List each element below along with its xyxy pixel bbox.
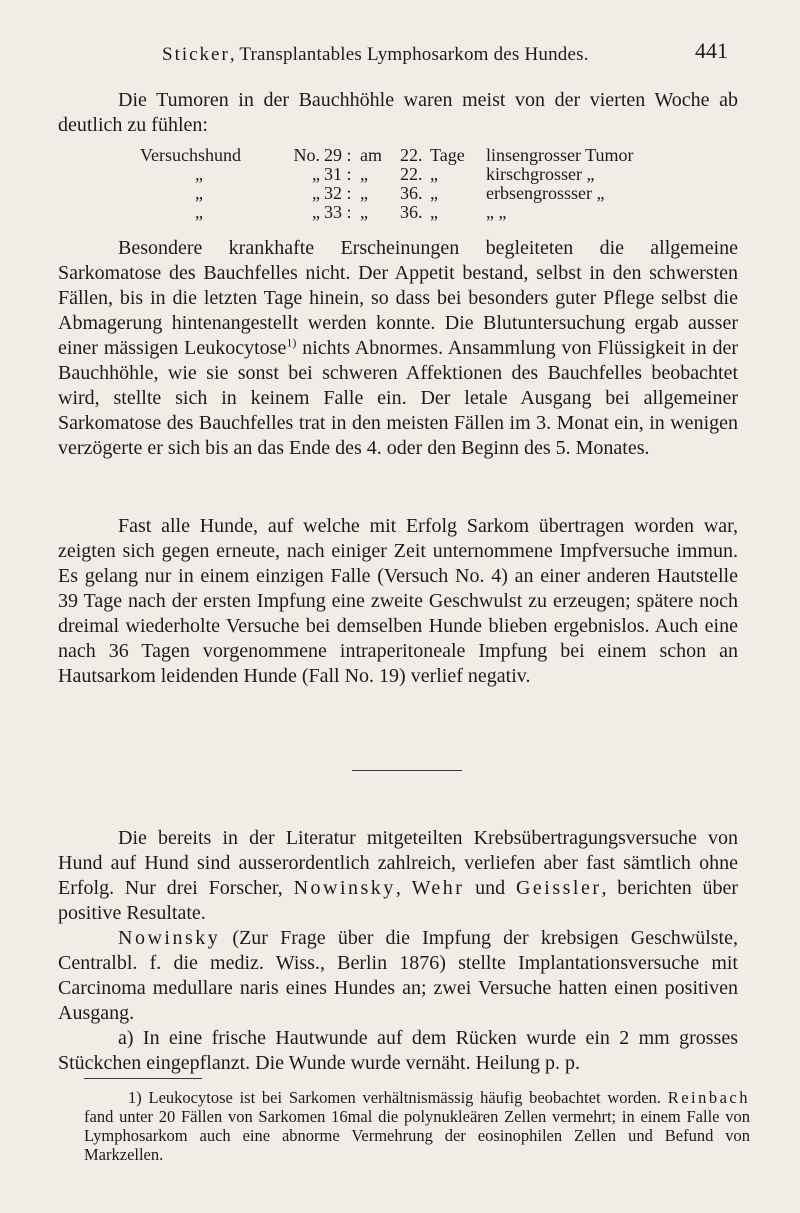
footnote-text: Leukocytose ist bei Sarkomen verhältnismässig häufig beobachtet worden. — [141, 1088, 668, 1107]
dog-tumor-table — [140, 146, 660, 222]
dog-label: „ — [195, 164, 203, 184]
paragraph-literature — [58, 826, 738, 926]
author-name: Wehr — [411, 877, 465, 899]
dog-am: „ — [360, 202, 368, 222]
paragraph-text: (Zur Frage über die Impfung der krebsigen Geschwülste, Centralbl. f. die mediz. Wiss., Berlin 1876) stellte Implantationsversuche mit Carcinoma medullare naris eines Hundes an; zwei Versuche hatten einen positiven Ausgang. — [58, 927, 738, 1024]
dog-finding: erbsengrossser „ — [486, 183, 605, 203]
dog-tage: „ — [430, 202, 438, 222]
dog-no: „ — [312, 183, 320, 203]
paragraph-nowinsky — [58, 926, 738, 1026]
dog-finding: „ „ — [486, 202, 507, 222]
dog-am: am — [360, 145, 382, 165]
dog-label: Versuchshund — [140, 145, 241, 165]
dog-day: 36. — [400, 202, 423, 222]
author-name: Geissler — [515, 877, 602, 899]
paragraph-experiment-a: a) In eine frische Hautwunde auf dem Rücken wurde ein 2 mm grosses Stückchen eingepflanzt. Die Wunde wurde vernäht. Heilung p. p. — [58, 1027, 738, 1074]
running-head — [162, 44, 589, 66]
paragraph-complications — [58, 236, 738, 461]
dog-day: 22. — [400, 164, 423, 184]
table-row — [140, 165, 660, 184]
dog-number: 29 : — [324, 145, 352, 165]
page-number: 441 — [695, 38, 728, 63]
dog-number: 31 : — [324, 164, 352, 184]
dog-day: 36. — [400, 183, 423, 203]
dog-label: „ — [195, 202, 203, 222]
footnote-divider — [84, 1078, 202, 1079]
footnote — [84, 1088, 750, 1164]
running-head-author: Sticker — [162, 44, 230, 65]
dog-finding: kirschgrosser „ — [486, 164, 595, 184]
paragraph-text: , — [395, 877, 412, 899]
table-row — [140, 203, 660, 222]
literature-section — [58, 826, 738, 1076]
dog-number: 32 : — [324, 183, 352, 203]
running-head-title: , Transplantables Lymphosarkom des Hundes. — [229, 44, 589, 65]
footnote-marker: 1) — [128, 1088, 142, 1107]
dog-finding: linsengrosser Tumor — [486, 145, 634, 165]
page-header — [162, 38, 728, 72]
dog-day: 22. — [400, 145, 423, 165]
dog-no: No. — [293, 145, 320, 165]
dog-number: 33 : — [324, 202, 352, 222]
table-row — [140, 146, 660, 165]
intro-block — [58, 88, 738, 138]
dog-tage: „ — [430, 183, 438, 203]
footnote-reference: 1) — [286, 335, 297, 350]
author-name: Reinbach — [667, 1088, 750, 1107]
dog-am: „ — [360, 183, 368, 203]
dog-label: „ — [195, 183, 203, 203]
dog-no: „ — [312, 164, 320, 184]
dog-am: „ — [360, 164, 368, 184]
author-name: Nowinsky — [293, 877, 396, 899]
paragraph-text: und — [464, 877, 516, 899]
paragraph-text: nichts Abnormes. Ansammlung von Flüssigkeit in der Bauchhöhle, wie sie sonst bei schweren Affektionen des Bauchfelles beobachtet wird, stellte sich in keinem Falle ein. Der letale Ausgang bei allgemeiner Sarkomatose des Bauchfelles trat in den meisten Fällen im 3. Monat ein, in wenigen verzögerte er sich bis an das Ende des 4. oder den Beginn des 5. Monates. — [58, 337, 739, 459]
dog-tage: Tage — [430, 145, 465, 165]
paragraph-text: Besondere krankhafte Erscheinungen begleiteten die allgemeine Sarkomatose des Bauchfelles nicht. Der Appetit bestand, selbst in den schwersten Fällen, bis in die letzten Tage hinein, so dass bei besonders guter Pflege selbst die Abmagerung hintenangestellt werden konnte. Die Blutuntersuchung ergab ausser einer mässigen Leukocytose — [58, 237, 738, 359]
author-name: Nowinsky — [118, 927, 221, 949]
paragraph-immunity — [58, 514, 738, 689]
intro-paragraph: Die Tumoren in der Bauchhöhle waren meist von der vierten Woche ab deutlich zu fühlen: — [58, 89, 738, 136]
footnote-text: fand unter 20 Fällen von Sarkomen 16mal die polynukleären Zellen vermehrt; in einem Falle von Lymphosarkom auch eine abnorme Vermehrung der eosinophilen Zellen und Befund von Markzellen. — [84, 1107, 750, 1164]
dog-no: „ — [312, 202, 320, 222]
table-row — [140, 184, 660, 203]
paragraph: Fast alle Hunde, auf welche mit Erfolg Sarkom übertragen worden war, zeigten sich gegen erneute, nach einiger Zeit unternommene Impfversuche immun. Es gelang nur in einem einzigen Falle (Versuch No. 4) an einer anderen Hautstelle 39 Tage nach der ersten Impfung eine zweite Geschwulst zu erzeugen; spätere noch dreimal wiederholte Versuche bei demselben Hunde blieben ergebnislos. Auch eine nach 36 Tagen vorgenommene intraperitoneale Impfung bei einem schon an Hautsarkom leidenden Hunde (Fall No. 19) verlief negativ. — [58, 515, 738, 687]
paragraph-text: , berichten über positive Resultate. — [58, 877, 739, 924]
dog-tage: „ — [430, 164, 438, 184]
paragraph — [58, 236, 738, 461]
paragraph-text: Die bereits in der Literatur mitgeteilten Krebsübertragungsversuche von Hund auf Hund sind ausserordentlich zahlreich, verliefen aber fast sämtlich ohne Erfolg. Nur drei Forscher, — [58, 827, 738, 899]
footnote-paragraph — [84, 1088, 750, 1164]
section-divider — [352, 770, 462, 771]
